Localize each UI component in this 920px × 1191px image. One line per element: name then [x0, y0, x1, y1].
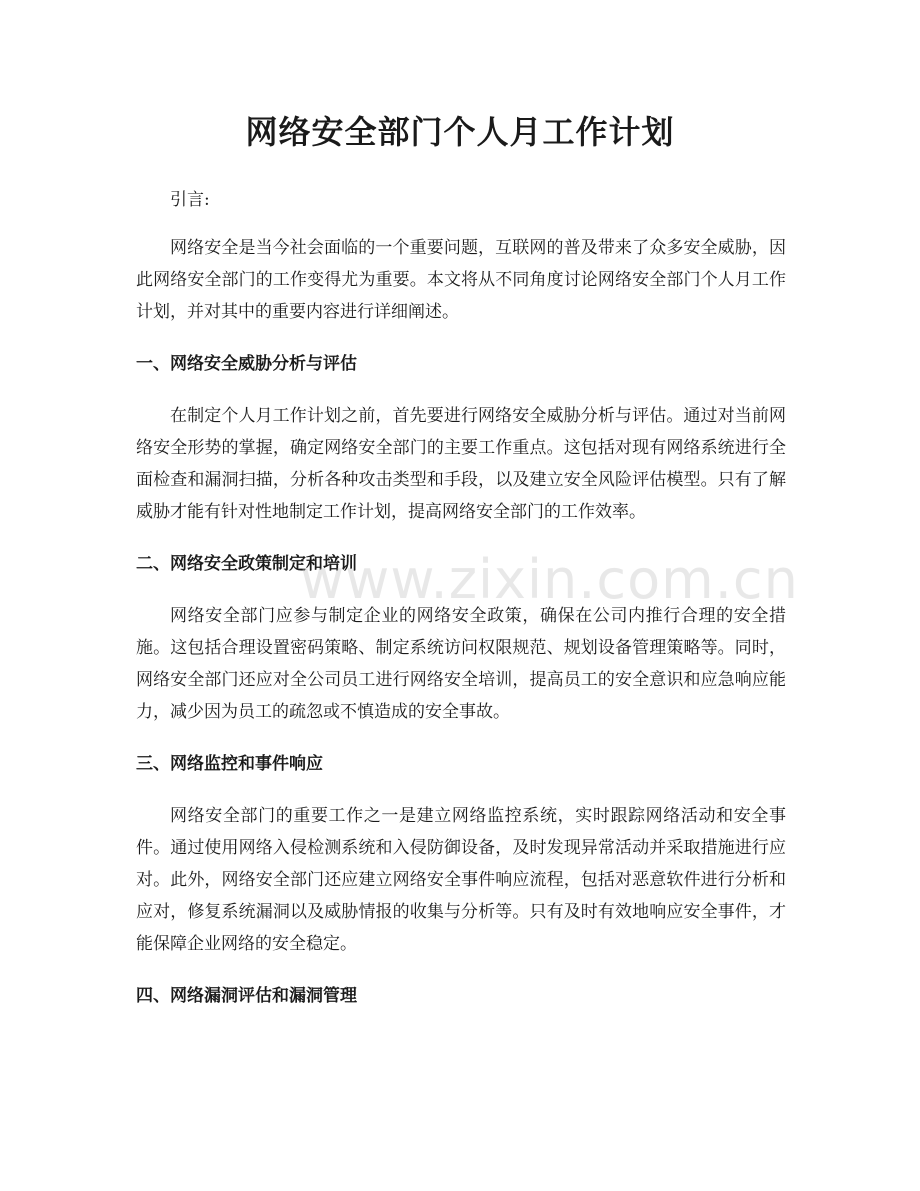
section-paragraph-1: 在制定个人月工作计划之前，首先要进行网络安全威胁分析与评估。通过对当前网络安全形势的掌握，确定网络安全部门的主要工作重点。这包括对现有网络系统进行全面检查和漏洞扫描，分析各种攻击类型和手段，以及建立安全风险评估模型。只有了解威胁才能有针对性地制定工作计划，提高网络安全部门的工作效率。	[136, 406, 786, 522]
section-heading-3: 三、网络监控和事件响应	[136, 754, 323, 774]
section-paragraph-3: 网络安全部门的重要工作之一是建立网络监控系统，实时跟踪网络活动和安全事件。通过使用网络入侵检测系统和入侵防御设备，及时发现异常活动并采取措施进行应对。此外，网络安全部门还应建立网络安全事件响应流程，包括对恶意软件进行分析和应对，修复系统漏洞以及威胁情报的收集与分析等。只有及时有效地响应安全事件，才能保障企业网络的安全稳定。	[136, 806, 786, 954]
document-title: 网络安全部门个人月工作计划	[245, 113, 675, 151]
intro-label: 引言:	[170, 190, 210, 210]
intro-paragraph: 网络安全是当今社会面临的一个重要问题，互联网的普及带来了众多安全威胁，因此网络安全部门的工作变得尤为重要。本文将从不同角度讨论网络安全部门个人月工作计划，并对其中的重要内容进行详细阐述。	[136, 238, 786, 322]
section-heading-4: 四、网络漏洞评估和漏洞管理	[136, 986, 357, 1006]
watermark: www.zixin.com.cn	[300, 548, 799, 611]
section-paragraph-2: 网络安全部门应参与制定企业的网络安全政策，确保在公司内推行合理的安全措施。这包括合理设置密码策略、制定系统访问权限规范、规划设备管理策略等。同时，网络安全部门还应对全公司员工进行网络安全培训，提高员工的安全意识和应急响应能力，减少因为员工的疏忽或不慎造成的安全事故。	[136, 606, 786, 722]
section-heading-2: 二、网络安全政策制定和培训	[136, 554, 357, 574]
section-heading-1: 一、网络安全威胁分析与评估	[136, 354, 357, 374]
document-body	[136, 184, 786, 1012]
